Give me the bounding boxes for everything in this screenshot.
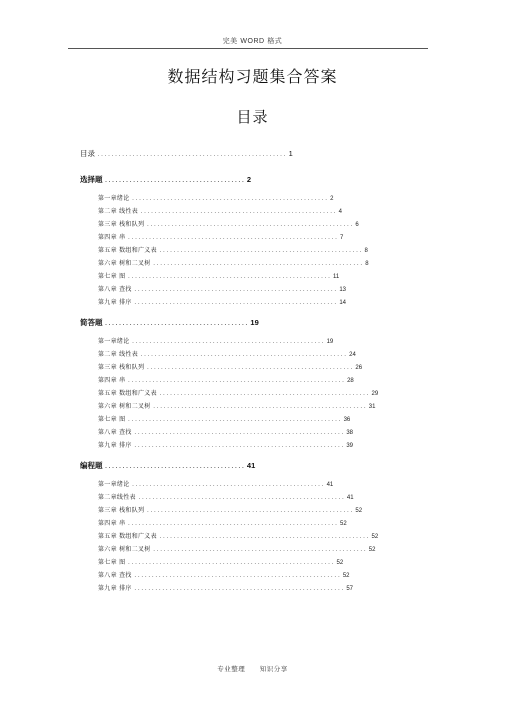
toc-entry[interactable] xyxy=(80,232,440,243)
page-header xyxy=(0,36,505,46)
toc-entry[interactable] xyxy=(80,440,440,451)
header-prefix: 完美 xyxy=(222,37,238,45)
toc-entry-title: 第七章 图 xyxy=(98,559,126,566)
toc-entry-page-number: 11 xyxy=(333,274,340,280)
toc-entry-page-number: 52 xyxy=(340,521,347,527)
dot-leader: ............................................................ xyxy=(133,586,345,592)
page-footer xyxy=(0,664,505,673)
toc-section-title: 目录 xyxy=(80,149,95,158)
dot-leader: ............................................................. xyxy=(127,417,342,423)
toc-entry-title: 第二章 线性表 xyxy=(98,208,139,215)
dot-leader: ............................................................. xyxy=(152,547,367,553)
dot-leader: ........................................................... xyxy=(133,573,341,579)
dot-leader: .......................................................... xyxy=(133,287,338,293)
toc-entry[interactable] xyxy=(80,349,440,360)
toc-entry[interactable] xyxy=(80,492,440,503)
dot-leader: ......................................... xyxy=(104,321,249,327)
toc-entry[interactable] xyxy=(80,544,440,555)
toc-entry[interactable] xyxy=(80,388,440,399)
footer-right: 知识分享 xyxy=(259,665,288,673)
toc-entry-page-number: 52 xyxy=(368,547,376,553)
dot-leader: ............................................................. xyxy=(152,404,367,410)
toc-entry-page-number: 2 xyxy=(330,196,334,202)
toc-entry-title: 第一章绪论 xyxy=(98,338,130,345)
toc-entry-page-number: 52 xyxy=(371,534,379,540)
toc-entry[interactable] xyxy=(80,362,440,373)
toc-entry-page-number: 4 xyxy=(338,209,342,215)
toc-entry-page-number: 57 xyxy=(346,586,354,592)
toc-heading: 目录 xyxy=(236,108,269,126)
dot-leader: ........................................................... xyxy=(127,560,335,566)
toc-entry-page-number: 28 xyxy=(347,378,354,384)
dot-leader: ....................................................... xyxy=(131,339,325,345)
toc-entry-title: 第六章 树和二叉树 xyxy=(98,403,151,410)
toc-entry-page-number: 41 xyxy=(326,482,334,488)
toc-section[interactable] xyxy=(80,174,440,186)
dot-leader: ............................................................ xyxy=(127,235,339,241)
dot-leader: ........................................ xyxy=(104,464,245,470)
toc-entry[interactable] xyxy=(80,245,440,256)
toc-entry[interactable] xyxy=(80,375,440,386)
footer-left: 专业整理 xyxy=(217,665,246,673)
dot-leader: ........................................ xyxy=(104,178,245,184)
dot-leader: ........................................................... xyxy=(146,508,354,514)
toc-entry-page-number: 13 xyxy=(339,287,347,293)
toc-entry-title: 第八章 查找 xyxy=(98,286,132,293)
dot-leader: ........................................................... xyxy=(146,222,354,228)
header-word: WORD xyxy=(240,38,265,45)
toc-section[interactable] xyxy=(80,317,440,329)
toc-entry-title: 第三章 栈和队列 xyxy=(98,364,145,371)
toc-section-title: 编程题 xyxy=(80,461,103,470)
toc-section-page-number: 1 xyxy=(288,149,293,158)
toc-entry-title: 第九章 排序 xyxy=(98,442,132,449)
dot-leader: .......................................................... xyxy=(127,274,332,280)
toc-entry-page-number: 52 xyxy=(355,508,363,514)
dot-leader: .......................................................... xyxy=(158,248,363,254)
toc-section-page-number: 2 xyxy=(246,175,252,184)
toc-section[interactable] xyxy=(80,460,440,472)
toc-entry[interactable] xyxy=(80,206,440,217)
dot-leader: .............................................................. xyxy=(127,378,346,384)
dot-leader: ............................................................ xyxy=(127,521,339,527)
toc-entry-title: 第七章 图 xyxy=(98,273,126,280)
toc-entry-title: 第四章 串 xyxy=(98,377,126,384)
toc-entry-title: 第九章 排序 xyxy=(98,585,132,592)
table-of-contents xyxy=(80,148,440,596)
toc-entry-page-number: 36 xyxy=(343,417,351,423)
toc-entry[interactable] xyxy=(80,479,440,490)
toc-entry[interactable] xyxy=(80,505,440,516)
toc-entry-page-number: 52 xyxy=(342,573,350,579)
dot-leader: ............................................................ xyxy=(158,391,370,397)
toc-entry-page-number: 19 xyxy=(326,339,334,345)
toc-entry-page-number: 38 xyxy=(346,430,354,436)
document-title: 数据结构习题集合答案 xyxy=(167,67,338,86)
toc-entry[interactable] xyxy=(80,414,440,425)
toc-entry-title: 第六章 树和二叉树 xyxy=(98,546,151,553)
toc-entry-page-number: 26 xyxy=(355,365,363,371)
toc-entry-title: 第五章 数组和广义表 xyxy=(98,247,157,254)
toc-entry-title: 第七章 图 xyxy=(98,416,126,423)
toc-entry-title: 第五章 数组和广义表 xyxy=(98,533,157,540)
toc-entry-page-number: 8 xyxy=(364,248,368,254)
toc-section-title: 简答题 xyxy=(80,318,103,327)
dot-leader: ........................................................... xyxy=(140,352,348,358)
toc-entry-title: 第九章 排序 xyxy=(98,299,132,306)
toc-entry-title: 第三章 栈和队列 xyxy=(98,507,145,514)
toc-entry[interactable] xyxy=(80,583,440,594)
dot-leader: ...................................................... xyxy=(97,152,287,158)
header-rule xyxy=(68,48,428,49)
toc-section-title: 选择题 xyxy=(80,175,103,184)
toc-entry[interactable] xyxy=(80,284,440,295)
toc-entry-title: 第一章绪论 xyxy=(98,195,130,202)
toc-entry[interactable] xyxy=(80,570,440,581)
toc-entry-page-number: 24 xyxy=(349,352,356,358)
toc-entry[interactable] xyxy=(80,427,440,438)
dot-leader: ........................................................ xyxy=(131,196,329,202)
toc-entry[interactable] xyxy=(80,297,440,308)
dot-leader: ....................................................... xyxy=(131,482,325,488)
toc-entry-page-number: 31 xyxy=(368,404,376,410)
dot-leader: .......................................................... xyxy=(133,300,338,306)
toc-entry[interactable] xyxy=(80,336,440,347)
toc-entry-page-number: 14 xyxy=(339,300,347,306)
toc-entry-page-number: 6 xyxy=(355,222,359,228)
toc-entry-page-number: 8 xyxy=(365,261,369,267)
toc-entry[interactable] xyxy=(80,557,440,568)
header-suffix: 格式 xyxy=(267,37,283,45)
toc-entry-page-number: 39 xyxy=(346,443,354,449)
toc-entry[interactable] xyxy=(80,401,440,412)
toc-entry[interactable] xyxy=(80,258,440,269)
toc-entry-title: 第八章 查找 xyxy=(98,572,132,579)
toc-entry-title: 第二章 线性表 xyxy=(98,351,139,358)
toc-entry[interactable] xyxy=(80,219,440,230)
toc-section-page-number: 41 xyxy=(246,461,256,470)
toc-entry-title: 第四章 串 xyxy=(98,520,126,527)
toc-entry-page-number: 52 xyxy=(336,560,344,566)
toc-entry-title: 第二章线性表 xyxy=(98,494,136,501)
dot-leader: ............................................................ xyxy=(133,430,345,436)
dot-leader: ........................................................ xyxy=(140,209,337,215)
toc-entry[interactable] xyxy=(80,193,440,204)
toc-entry-page-number: 41 xyxy=(346,495,354,501)
toc-entry[interactable] xyxy=(80,271,440,282)
dot-leader: ........................................................... xyxy=(137,495,345,501)
toc-section-page-number: 19 xyxy=(250,318,259,327)
toc-entry-title: 第一章绪论 xyxy=(98,481,130,488)
toc-entry-title: 第五章 数组和广义表 xyxy=(98,390,157,397)
toc-entry-page-number: 29 xyxy=(371,391,379,397)
toc-entry-title: 第三章 栈和队列 xyxy=(98,221,145,228)
toc-entry-title: 第八章 查找 xyxy=(98,429,132,436)
toc-entry-title: 第四章 串 xyxy=(98,234,126,241)
toc-entry[interactable] xyxy=(80,531,440,542)
toc-entry-page-number: 7 xyxy=(340,235,344,241)
dot-leader: ............................................................ xyxy=(158,534,370,540)
dot-leader: ............................................................ xyxy=(133,443,345,449)
toc-entry[interactable] xyxy=(80,518,440,529)
toc-entry-title: 第六章 树和二叉树 xyxy=(98,260,151,267)
dot-leader: ............................................................ xyxy=(152,261,364,267)
toc-section[interactable] xyxy=(80,148,440,160)
dot-leader: ........................................................... xyxy=(146,365,354,371)
